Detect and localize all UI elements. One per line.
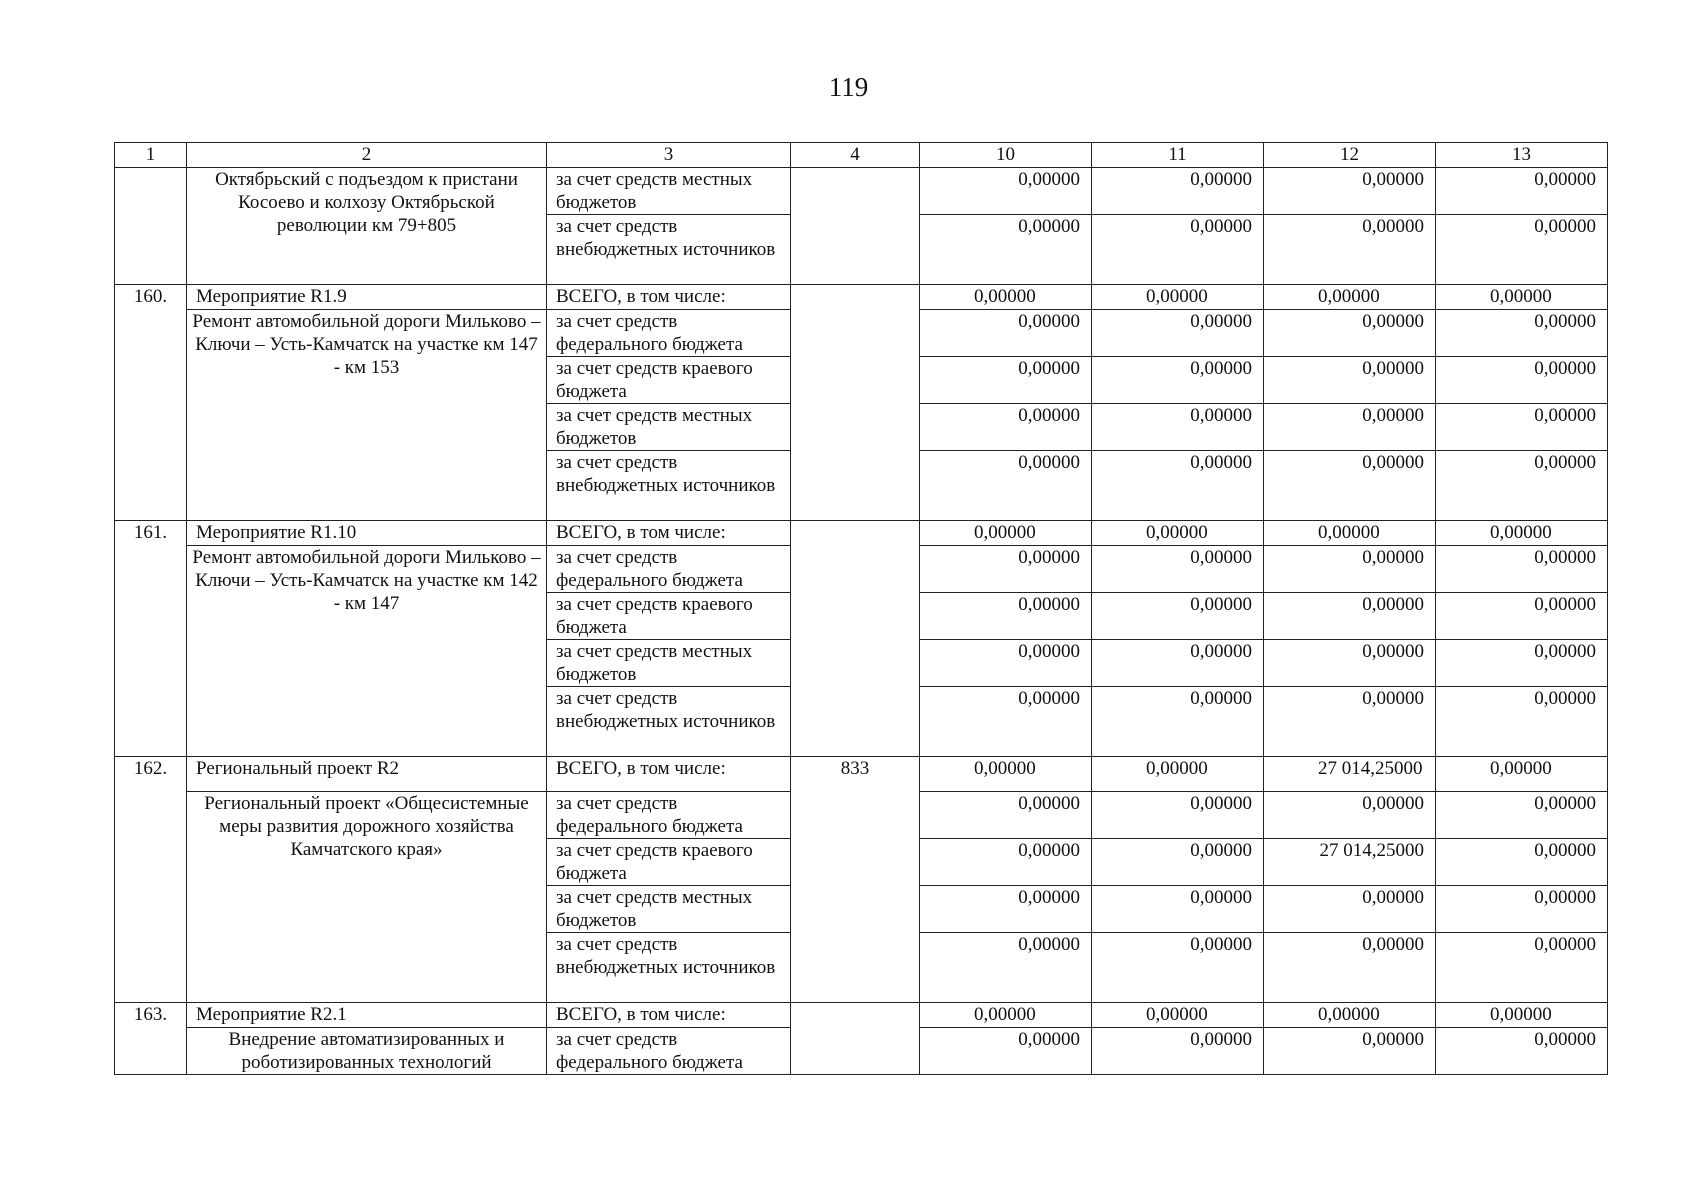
funding-source: ВСЕГО, в том числе:	[547, 757, 791, 792]
value-cell: 0,00000	[1264, 451, 1436, 521]
funding-source: за счет средств местных бюджетов	[547, 640, 791, 687]
value-cell: 0,00000	[1436, 839, 1608, 886]
column-header: 4	[791, 143, 920, 168]
table-body	[115, 143, 1608, 1075]
table-row	[115, 757, 1608, 792]
value-cell: 0,00000	[920, 451, 1092, 521]
value-cell: 0,00000	[920, 310, 1092, 357]
value-cell: 0,00000	[1264, 1028, 1436, 1075]
value-cell: 27 014,25000	[1264, 839, 1436, 886]
value-cell: 0,00000	[920, 168, 1092, 215]
funding-source: за счет средств внебюджетных источников	[547, 933, 791, 1003]
table-row	[115, 168, 1608, 215]
item-name: Ремонт автомобильной дороги Мильково – Ключи – Усть-Камчатск на участке км 147 - км 153	[187, 310, 547, 521]
value-cell: 0,00000	[1436, 933, 1608, 1003]
value-cell: 0,00000	[1092, 357, 1264, 404]
value-cell: 0,00000	[1264, 687, 1436, 757]
value-cell: 0,00000	[1264, 404, 1436, 451]
value-cell: 0,00000	[920, 546, 1092, 593]
value-cell: 0,00000	[1092, 757, 1264, 792]
item-title: Мероприятие R1.10	[187, 521, 547, 546]
item-code	[791, 168, 920, 285]
funding-source: за счет средств краевого бюджета	[547, 839, 791, 886]
value-cell: 0,00000	[1436, 404, 1608, 451]
value-cell: 0,00000	[920, 792, 1092, 839]
funding-source: за счет средств федерального бюджета	[547, 546, 791, 593]
value-cell: 0,00000	[1092, 215, 1264, 285]
value-cell: 0,00000	[1264, 886, 1436, 933]
column-header: 12	[1264, 143, 1436, 168]
value-cell: 0,00000	[1436, 687, 1608, 757]
value-cell: 0,00000	[1436, 521, 1608, 546]
value-cell: 0,00000	[1092, 404, 1264, 451]
value-cell: 0,00000	[1092, 792, 1264, 839]
value-cell: 0,00000	[1436, 310, 1608, 357]
item-code	[791, 1003, 920, 1075]
column-header: 1	[115, 143, 187, 168]
row-number: 162.	[115, 757, 187, 1003]
column-header: 3	[547, 143, 791, 168]
value-cell: 0,00000	[1436, 1028, 1608, 1075]
value-cell: 0,00000	[1264, 285, 1436, 310]
funding-source: за счет средств краевого бюджета	[547, 593, 791, 640]
row-number: 160.	[115, 285, 187, 521]
value-cell: 0,00000	[1092, 1003, 1264, 1028]
column-header: 2	[187, 143, 547, 168]
item-title: Мероприятие R2.1	[187, 1003, 547, 1028]
value-cell: 0,00000	[920, 1028, 1092, 1075]
value-cell: 0,00000	[1436, 285, 1608, 310]
value-cell: 0,00000	[920, 215, 1092, 285]
value-cell: 0,00000	[1092, 839, 1264, 886]
item-title: Региональный проект R2	[187, 757, 547, 792]
column-header: 11	[1092, 143, 1264, 168]
column-header: 13	[1436, 143, 1608, 168]
value-cell: 0,00000	[1264, 593, 1436, 640]
page-number: 119	[828, 72, 869, 102]
funding-source: ВСЕГО, в том числе:	[547, 1003, 791, 1028]
value-cell: 0,00000	[1092, 886, 1264, 933]
funding-source: за счет средств местных бюджетов	[547, 404, 791, 451]
value-cell: 0,00000	[1264, 521, 1436, 546]
value-cell: 0,00000	[1092, 640, 1264, 687]
item-code	[791, 521, 920, 757]
value-cell: 0,00000	[920, 1003, 1092, 1028]
table-row	[115, 285, 1608, 310]
value-cell: 0,00000	[1436, 357, 1608, 404]
item-name: Октябрьский с подъездом к пристани Косоево и колхозу Октябрьской революции км 79+805	[187, 168, 547, 285]
item-name: Региональный проект «Общесистемные меры развития дорожного хозяйства Камчатского края»	[187, 792, 547, 1003]
value-cell: 0,00000	[920, 521, 1092, 546]
value-cell: 0,00000	[920, 404, 1092, 451]
funding-source: за счет средств внебюджетных источников	[547, 451, 791, 521]
value-cell: 0,00000	[1264, 357, 1436, 404]
value-cell: 0,00000	[1436, 640, 1608, 687]
value-cell: 0,00000	[920, 640, 1092, 687]
value-cell: 0,00000	[1264, 215, 1436, 285]
value-cell: 0,00000	[1092, 310, 1264, 357]
value-cell: 0,00000	[920, 285, 1092, 310]
header-row	[115, 143, 1608, 168]
value-cell: 0,00000	[1092, 285, 1264, 310]
row-number: 161.	[115, 521, 187, 757]
value-cell: 0,00000	[920, 687, 1092, 757]
value-cell: 0,00000	[1092, 1028, 1264, 1075]
budget-table	[114, 142, 1608, 1075]
value-cell: 0,00000	[1264, 792, 1436, 839]
value-cell: 0,00000	[920, 757, 1092, 792]
funding-source: за счет средств местных бюджетов	[547, 886, 791, 933]
value-cell: 0,00000	[1264, 310, 1436, 357]
item-title: Мероприятие R1.9	[187, 285, 547, 310]
value-cell: 0,00000	[1092, 593, 1264, 640]
funding-source: за счет средств внебюджетных источников	[547, 687, 791, 757]
item-name: Ремонт автомобильной дороги Мильково – Ключи – Усть-Камчатск на участке км 142 - км 147	[187, 546, 547, 757]
funding-source: за счет средств внебюджетных источников	[547, 215, 791, 285]
value-cell: 0,00000	[1436, 168, 1608, 215]
value-cell: 0,00000	[920, 886, 1092, 933]
value-cell: 0,00000	[1436, 886, 1608, 933]
value-cell: 27 014,25000	[1264, 757, 1436, 792]
value-cell: 0,00000	[1436, 757, 1608, 792]
value-cell: 0,00000	[1264, 168, 1436, 215]
item-code	[791, 285, 920, 521]
value-cell: 0,00000	[1092, 521, 1264, 546]
value-cell: 0,00000	[920, 839, 1092, 886]
table-row	[115, 521, 1608, 546]
value-cell: 0,00000	[1092, 687, 1264, 757]
funding-source: за счет средств местных бюджетов	[547, 168, 791, 215]
value-cell: 0,00000	[1264, 1003, 1436, 1028]
value-cell: 0,00000	[920, 357, 1092, 404]
funding-source: ВСЕГО, в том числе:	[547, 521, 791, 546]
item-name: Внедрение автоматизированных и роботизированных технологий	[187, 1028, 547, 1075]
item-code: 833	[791, 757, 920, 1003]
table-row	[115, 1003, 1608, 1028]
value-cell: 0,00000	[1092, 546, 1264, 593]
funding-source: за счет средств федерального бюджета	[547, 310, 791, 357]
value-cell: 0,00000	[1436, 451, 1608, 521]
value-cell: 0,00000	[1092, 168, 1264, 215]
value-cell: 0,00000	[1264, 933, 1436, 1003]
value-cell: 0,00000	[920, 933, 1092, 1003]
value-cell: 0,00000	[1436, 1003, 1608, 1028]
value-cell: 0,00000	[920, 593, 1092, 640]
row-number: 163.	[115, 1003, 187, 1075]
column-header: 10	[920, 143, 1092, 168]
value-cell: 0,00000	[1092, 451, 1264, 521]
funding-source: за счет средств краевого бюджета	[547, 357, 791, 404]
value-cell: 0,00000	[1092, 933, 1264, 1003]
funding-source: за счет средств федерального бюджета	[547, 1028, 791, 1075]
row-number	[115, 168, 187, 285]
value-cell: 0,00000	[1436, 546, 1608, 593]
funding-source: за счет средств федерального бюджета	[547, 792, 791, 839]
value-cell: 0,00000	[1264, 640, 1436, 687]
value-cell: 0,00000	[1436, 593, 1608, 640]
funding-source: ВСЕГО, в том числе:	[547, 285, 791, 310]
value-cell: 0,00000	[1436, 792, 1608, 839]
value-cell: 0,00000	[1264, 546, 1436, 593]
value-cell: 0,00000	[1436, 215, 1608, 285]
